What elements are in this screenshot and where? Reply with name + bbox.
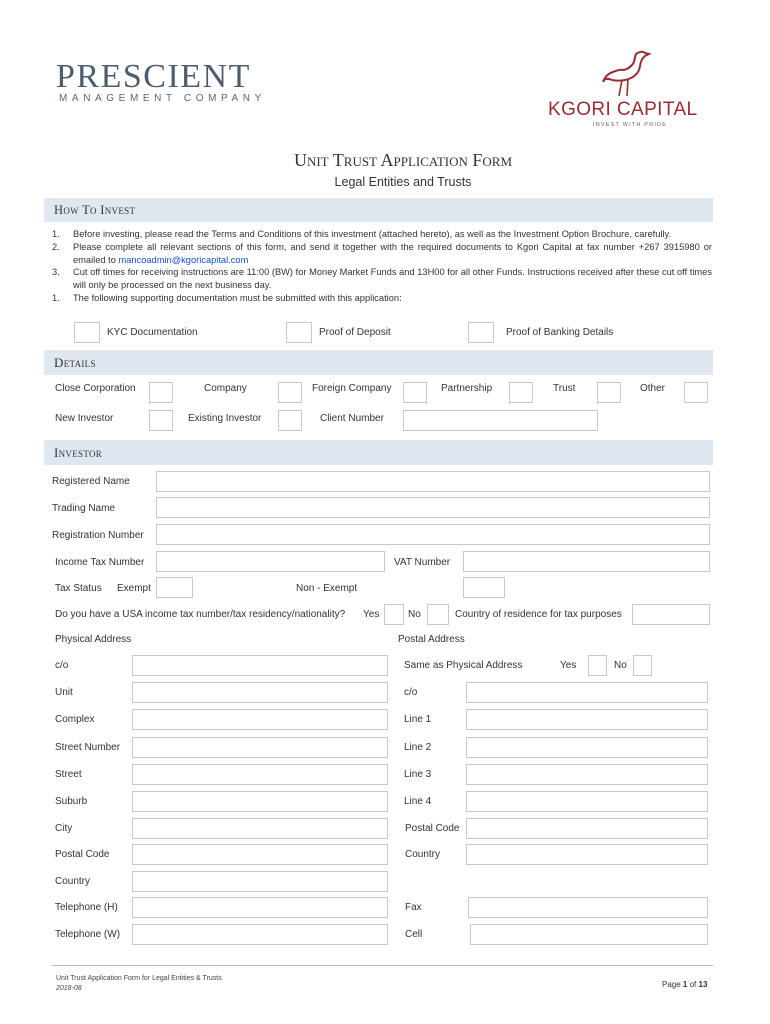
physical-country-label: Country <box>55 876 91 887</box>
other-label: Other <box>640 383 666 394</box>
bird-icon <box>600 50 660 98</box>
postal-line3-label: Line 3 <box>404 769 432 780</box>
trust-checkbox[interactable] <box>597 382 621 403</box>
investor-header <box>44 440 713 465</box>
physical-street-number-label: Street Number <box>55 742 121 753</box>
postal-co-field[interactable] <box>466 682 708 703</box>
page-title: Unit Trust Application Form <box>293 150 513 170</box>
foreign-company-checkbox[interactable] <box>403 382 427 403</box>
proof-of-banking-label: Proof of Banking Details <box>506 327 614 338</box>
kgori-logo-text: KGORI CAPITAL <box>548 99 698 120</box>
registered-name-field[interactable] <box>156 471 710 492</box>
list-item: 1. Before investing, please read the Terms and Conditions of this investment (attached hereto), as well as the Investment Option Brochure, carefully. <box>52 229 672 239</box>
physical-complex-label: Complex <box>55 714 95 725</box>
country-residence-label: Country of residence for tax purposes <box>455 609 622 620</box>
fax-label: Fax <box>405 902 422 913</box>
client-number-field[interactable] <box>403 410 598 431</box>
postal-line1-field[interactable] <box>466 709 708 730</box>
telephone-w-label: Telephone (W) <box>55 929 121 940</box>
same-no-checkbox[interactable] <box>633 655 652 676</box>
same-yes-checkbox[interactable] <box>588 655 607 676</box>
usa-no-label: No <box>408 609 421 620</box>
usa-question-label: Do you have a USA income tax number/tax residency/nationality? <box>55 609 346 620</box>
postal-line3-field[interactable] <box>466 764 708 785</box>
postal-line4-field[interactable] <box>466 791 708 812</box>
postal-country-field[interactable] <box>466 844 708 865</box>
investor-heading: Investor <box>54 445 103 460</box>
close-corporation-label: Close Corporation <box>55 383 136 394</box>
telephone-w-field[interactable] <box>132 924 388 945</box>
new-investor-label: New Investor <box>55 413 114 424</box>
proof-of-deposit-checkbox[interactable] <box>286 322 312 343</box>
new-investor-checkbox[interactable] <box>149 410 173 431</box>
physical-co-field[interactable] <box>132 655 388 676</box>
how-to-invest-header <box>44 198 713 222</box>
physical-postal-code-label: Postal Code <box>55 849 110 860</box>
income-tax-number-label: Income Tax Number <box>55 557 145 568</box>
kyc-checkbox[interactable] <box>74 322 100 343</box>
non-exempt-checkbox[interactable] <box>463 577 505 598</box>
postal-country-label: Country <box>405 849 441 860</box>
postal-line2-field[interactable] <box>466 737 708 758</box>
foreign-company-label: Foreign Company <box>312 383 392 394</box>
prescient-logo-text: PRESCIENT <box>56 58 251 95</box>
list-item: 2. Please complete all relevant sections of this form, and send it together with the required documents to Kgori Capital at fax number +267 3915980 or emailed to mancoadmin@kgoricapital.com <box>52 241 712 265</box>
details-heading: Details <box>54 355 96 370</box>
usa-yes-label: Yes <box>363 609 380 620</box>
close-corporation-checkbox[interactable] <box>149 382 173 403</box>
exempt-checkbox[interactable] <box>156 577 193 598</box>
proof-of-banking-checkbox[interactable] <box>468 322 494 343</box>
same-yes-label: Yes <box>560 660 577 671</box>
trust-label: Trust <box>553 383 576 394</box>
registered-name-label: Registered Name <box>52 476 130 487</box>
client-number-label: Client Number <box>320 413 384 424</box>
physical-unit-label: Unit <box>55 687 73 698</box>
cell-label: Cell <box>405 929 423 940</box>
postal-address-heading: Postal Address <box>398 634 465 645</box>
page-subtitle: Legal Entities and Trusts <box>334 175 472 189</box>
how-to-invest-list <box>52 228 712 305</box>
proof-of-deposit-label: Proof of Deposit <box>319 327 391 338</box>
registration-number-field[interactable] <box>156 524 710 545</box>
tax-status-label: Tax Status <box>55 583 102 594</box>
existing-investor-checkbox[interactable] <box>278 410 302 431</box>
company-checkbox[interactable] <box>278 382 302 403</box>
telephone-h-field[interactable] <box>132 897 388 918</box>
kgori-logo-tagline: INVEST WITH PRIDE <box>593 122 668 128</box>
physical-country-field[interactable] <box>132 871 388 892</box>
other-checkbox[interactable] <box>684 382 708 403</box>
prescient-logo-subtext: MANAGEMENT COMPANY <box>59 93 266 104</box>
income-tax-number-field[interactable] <box>156 551 385 572</box>
page-number: Page 1 of 13 <box>662 980 708 989</box>
physical-suburb-field[interactable] <box>132 791 388 812</box>
fax-field[interactable] <box>468 897 708 918</box>
telephone-h-label: Telephone (H) <box>55 902 118 913</box>
how-to-invest-heading: How To Invest <box>54 203 136 217</box>
list-item: 3. Cut off times for receiving instructions are 11:00 (BW) for Money Market Funds and 13H00 for all other Funds. Instructions received after these cut off times will only be processed on the next business day. <box>52 267 712 291</box>
physical-city-label: City <box>55 823 73 834</box>
physical-street-number-field[interactable] <box>132 737 388 758</box>
exempt-label: Exempt <box>117 583 151 594</box>
postal-line2-label: Line 2 <box>404 742 432 753</box>
existing-investor-label: Existing Investor <box>188 413 262 424</box>
non-exempt-label: Non - Exempt <box>296 583 358 594</box>
footer-doc-name: Unit Trust Application Form for Legal Entities & Trusts <box>56 975 222 982</box>
prescient-logo <box>56 58 266 104</box>
physical-unit-field[interactable] <box>132 682 388 703</box>
postal-postal-code-label: Postal Code <box>405 823 460 834</box>
physical-street-field[interactable] <box>132 764 388 785</box>
cell-field[interactable] <box>470 924 708 945</box>
physical-city-field[interactable] <box>132 818 388 839</box>
physical-co-label: c/o <box>55 660 69 671</box>
country-residence-field[interactable] <box>632 604 710 625</box>
company-label: Company <box>204 383 247 394</box>
registration-number-label: Registration Number <box>52 530 144 541</box>
email-link[interactable]: mancoadmin@kgoricapital.com <box>118 254 249 265</box>
usa-yes-checkbox[interactable] <box>384 604 404 625</box>
postal-line4-label: Line 4 <box>404 796 432 807</box>
physical-postal-code-field[interactable] <box>132 844 388 865</box>
same-as-physical-label: Same as Physical Address <box>404 660 523 671</box>
physical-address-heading: Physical Address <box>55 634 132 645</box>
kgori-capital-logo <box>548 50 713 135</box>
partnership-label: Partnership <box>441 383 493 394</box>
footer-version: 2018-08 <box>56 985 82 992</box>
physical-suburb-label: Suburb <box>55 796 88 807</box>
kyc-label: KYC Documentation <box>107 327 198 338</box>
usa-no-checkbox[interactable] <box>427 604 449 625</box>
same-no-label: No <box>614 660 627 671</box>
physical-complex-field[interactable] <box>132 709 388 730</box>
vat-number-field[interactable] <box>463 551 710 572</box>
trading-name-label: Trading Name <box>52 503 115 514</box>
partnership-checkbox[interactable] <box>509 382 533 403</box>
postal-co-label: c/o <box>404 687 418 698</box>
postal-line1-label: Line 1 <box>404 714 432 725</box>
details-header <box>44 350 713 375</box>
footer-divider <box>52 965 713 966</box>
postal-postal-code-field[interactable] <box>466 818 708 839</box>
trading-name-field[interactable] <box>156 497 710 518</box>
vat-number-label: VAT Number <box>394 557 451 568</box>
physical-street-label: Street <box>55 769 82 780</box>
list-item: 1. The following supporting documentation must be submitted with this application: <box>52 292 402 303</box>
